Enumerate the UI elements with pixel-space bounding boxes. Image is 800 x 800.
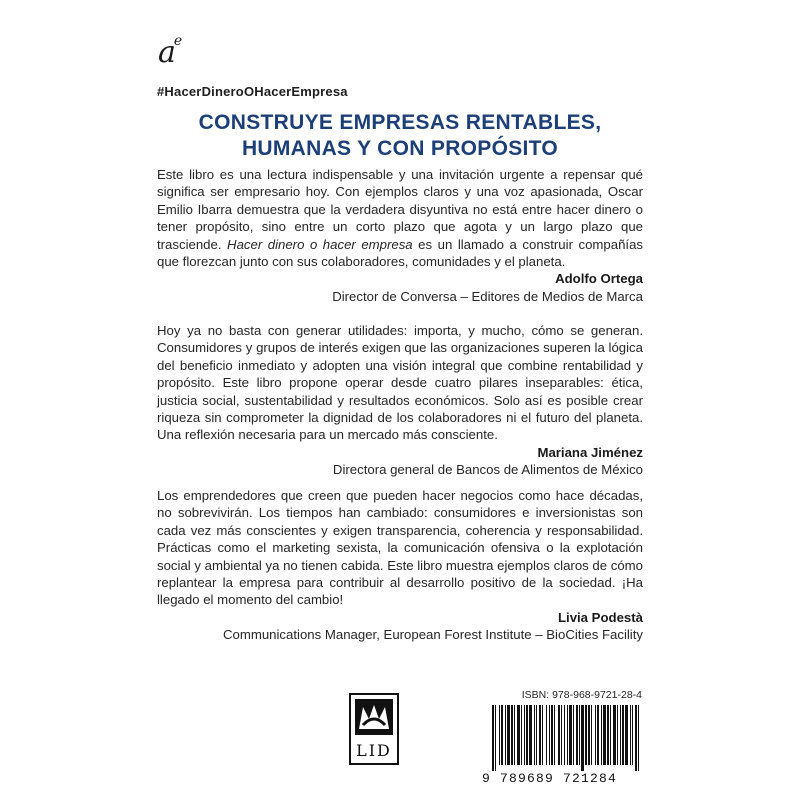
barcode-bar (581, 705, 584, 771)
endorsement-1-text (157, 166, 643, 270)
barcode-bar (620, 705, 621, 765)
barcode-bar (546, 705, 547, 765)
barcode-bar (551, 705, 553, 765)
publisher-logo (349, 693, 399, 765)
barcode-bar (630, 705, 631, 765)
endorsement-1-author: Adolfo Ortega (555, 271, 643, 287)
barcode-bar (492, 705, 494, 771)
barcode-bar (576, 705, 578, 765)
barcode-bar (511, 705, 513, 765)
barcode-bar (601, 705, 602, 765)
endorsement-1-role: Director de Conversa – Editores de Medios de Marca (332, 288, 643, 304)
barcode-bar (585, 705, 587, 765)
barcode-bar (603, 705, 606, 765)
endorsement-2-text: Hoy ya no basta con generar utilidades: importa, y mucho, cómo se generan. Consumidores y grupos de interés exigen que las organizaciones superen la lógica del beneficio inmediato y adopten una visión integral que combine rentabilidad y propósito. Este libro propone operar desde cuatro pilares inseparables: ética, justicia social, sustentabilidad y resultados económicos. Solo así es posible crear riqueza sin comprometer la dignidad de los colaboradores ni el futuro del planeta. Una reflexión necesaria para un mercado más consciente. (157, 323, 643, 443)
barcode-bar (569, 705, 572, 765)
endorsement-3-text: Los emprendedores que creen que pueden hacer negocios como hace décadas, no sobrevivirán. Los tiempos han cambiado: consumidores e inversionistas son cada vez más conscientes y exigen transparencia, coherencia y responsabilidad. Prácticas como el marketing sexista, la comunicación ofensiva o la explotación social y ambiental ya no tienen cabida. Este libro muestra ejemplos claros de cómo replantear la empresa para contribuir al desarrollo positivo de la sociedad. ¡Ha llegado el momento del cambio! (157, 488, 643, 608)
barcode-bar (521, 705, 522, 765)
barcode-bar (507, 705, 510, 765)
barcode-bar (517, 705, 520, 765)
barcode-bar (613, 705, 616, 765)
hashtag: #HacerDineroOHacerEmpresa (157, 84, 348, 99)
barcode (482, 689, 644, 786)
barcode-bar (564, 705, 565, 765)
barcode-bar (632, 705, 633, 765)
barcode-bar (638, 705, 639, 771)
barcode-bar (524, 705, 525, 765)
barcode-bar (610, 705, 611, 765)
isbn-label: ISBN: 978-968-9721-28-4 (521, 689, 642, 701)
headline-line-2: HUMANAS Y CON PROPÓSITO (241, 137, 559, 160)
barcode-bar (536, 705, 537, 765)
book-title-italic: Hacer dinero o hacer empresa (227, 236, 413, 252)
barcode-bar (534, 705, 535, 765)
endorsement-3 (157, 487, 643, 644)
barcode-bars (482, 705, 644, 771)
barcode-bar (539, 705, 541, 765)
endorsement-1-text-b: es un llamado a construir compañías que florezcan junto con sus colaboradores, comunidades y el planeta. (157, 236, 644, 270)
barcode-bar (529, 705, 532, 765)
headline (157, 110, 643, 162)
barcode-bar (561, 705, 562, 765)
barcode-bar (501, 705, 503, 765)
endorsement-2 (157, 322, 643, 479)
barcode-bar (514, 705, 515, 765)
endorsement-1 (157, 166, 643, 305)
barcode-bar (573, 705, 574, 765)
endorsement-2-role: Directora general de Bancos de Alimentos de México (332, 462, 643, 478)
barcode-bar (499, 705, 500, 765)
barcode-bar (554, 705, 555, 765)
barcode-bar (579, 705, 580, 765)
barcode-bar (625, 705, 628, 765)
barcode-bar (567, 705, 568, 765)
headline-line-1: CONSTRUYE EMPRESAS RENTABLES, (198, 111, 602, 134)
endorsement-2-author: Mariana Jiménez (537, 444, 643, 460)
endorsement-3-role: Communications Manager, European Forest Institute – BioCities Facility (223, 627, 643, 643)
endorsement-3-author: Livia Podestà (557, 609, 643, 625)
barcode-bar (622, 705, 624, 765)
barcode-bar (635, 705, 637, 771)
barcode-bar (588, 705, 590, 765)
publisher-logo-text: LID (356, 741, 392, 760)
barcode-bar (526, 705, 528, 765)
publisher-mark-main: a (158, 35, 176, 70)
publisher-mark-sup: e (173, 33, 183, 49)
barcode-bar (549, 705, 550, 765)
publisher-mark (158, 33, 184, 70)
barcode-bar (607, 705, 609, 765)
barcode-bar (591, 705, 592, 765)
barcode-bar (595, 705, 596, 765)
barcode-bar (542, 705, 543, 765)
barcode-digits: 9 789689 721284 (482, 771, 618, 786)
barcode-bar (617, 705, 618, 765)
barcode-bar (505, 705, 506, 765)
barcode-bar (558, 705, 560, 765)
barcode-bar (597, 705, 599, 765)
endorsement-1-text-a: Este libro es una lectura indispensable y una invitación urgente a repensar qué significa ser empresario hoy. Con ejemplos claros y una voz apasionada, Oscar Emilio Ibarra demuestra que la verdadera disyuntiva no está entre hacer dinero o tener propósito, sino entre un corto plazo que agota y un largo plazo que trasciende. (157, 167, 643, 252)
barcode-bar (495, 705, 496, 771)
